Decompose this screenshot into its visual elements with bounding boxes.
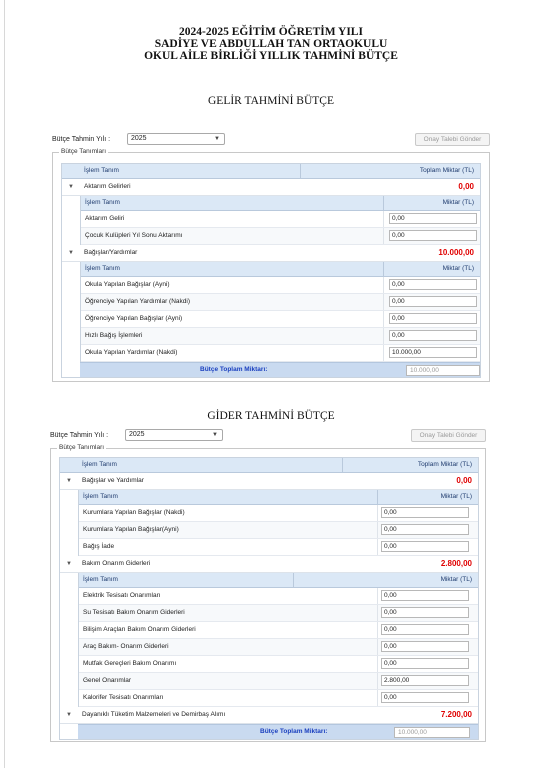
row-label: Elektrik Tesisatı Onarımları xyxy=(83,592,161,599)
column-divider xyxy=(383,262,384,276)
column-divider xyxy=(383,328,384,344)
income-year-label: Bütçe Tahmin Yılı : xyxy=(52,136,111,143)
column-divider xyxy=(377,673,378,689)
expense-subgrid xyxy=(78,573,478,707)
table-row xyxy=(79,690,478,707)
group-name: Bağışlar ve Yardımlar xyxy=(82,477,144,484)
column-divider xyxy=(383,294,384,310)
sub-col-amount: Miktar (TL) xyxy=(442,199,474,206)
sub-col-name: İşlem Tanım xyxy=(83,493,118,500)
amount-input[interactable]: 0,00 xyxy=(381,624,469,635)
column-divider xyxy=(377,522,378,538)
header-line-3: OKUL AİLE BİRLİĞİ YILLIK TAHMİNİ BÜTÇE xyxy=(144,50,398,62)
income-subgrid xyxy=(80,196,480,245)
amount-input[interactable]: 0,00 xyxy=(381,692,469,703)
sub-col-amount: Miktar (TL) xyxy=(440,576,472,583)
expense-group-row[interactable] xyxy=(60,707,478,724)
table-row xyxy=(81,294,480,311)
amount-input[interactable]: 0,00 xyxy=(381,541,469,552)
sub-col-name: İşlem Tanım xyxy=(85,265,120,272)
expense-approve-button[interactable]: Onay Talebi Gönder xyxy=(411,429,486,442)
collapse-arrow-icon[interactable]: ▼ xyxy=(66,712,72,718)
expense-year-row xyxy=(50,429,486,443)
amount-input[interactable]: 0,00 xyxy=(381,524,469,535)
column-divider xyxy=(383,345,384,361)
table-row xyxy=(81,211,480,228)
income-grid-footer xyxy=(80,362,480,377)
income-col-total: Toplam Miktar (TL) xyxy=(419,167,474,174)
expense-grid xyxy=(59,457,479,740)
table-row xyxy=(81,345,480,362)
row-label: Kalorifer Tesisatı Onarımları xyxy=(83,694,164,701)
expense-year-select[interactable] xyxy=(125,429,223,441)
table-row xyxy=(79,588,478,605)
footer-label: Bütçe Toplam Miktarı: xyxy=(200,366,268,373)
column-divider xyxy=(383,196,384,210)
page-header xyxy=(0,26,542,62)
group-name: Dayanıklı Tüketim Malzemeleri ve Demirbaş Alımı xyxy=(82,711,226,718)
income-year-select[interactable] xyxy=(127,133,225,145)
subgrid-header xyxy=(79,490,478,505)
amount-input[interactable]: 0,00 xyxy=(381,607,469,618)
amount-input[interactable]: 0,00 xyxy=(389,296,477,307)
group-total: 0,00 xyxy=(458,182,474,191)
table-row xyxy=(79,622,478,639)
row-label: Bağış İade xyxy=(83,543,115,550)
collapse-arrow-icon[interactable]: ▼ xyxy=(68,250,74,256)
amount-input[interactable]: 0,00 xyxy=(389,230,477,241)
column-divider xyxy=(377,622,378,638)
amount-input[interactable]: 0,00 xyxy=(389,313,477,324)
income-approve-button[interactable]: Onay Talebi Gönder xyxy=(415,133,490,146)
income-section-title: GELİR TAHMİNİ BÜTÇE xyxy=(208,95,334,107)
row-label: Öğrenciye Yapılan Bağışlar (Ayni) xyxy=(85,315,183,322)
row-label: Çocuk Kulüpleri Yıl Sonu Aktarımı xyxy=(85,232,183,239)
subgrid-header xyxy=(79,573,478,588)
chevron-down-icon: ▼ xyxy=(212,432,218,438)
income-grid-header xyxy=(62,164,480,179)
column-divider xyxy=(377,505,378,521)
expense-group-row[interactable] xyxy=(60,556,478,573)
collapse-arrow-icon[interactable]: ▼ xyxy=(66,478,72,484)
table-row xyxy=(79,522,478,539)
row-label: Okula Yapılan Yardımlar (Nakdi) xyxy=(85,349,178,356)
expense-col-name: İşlem Tanım xyxy=(82,461,117,468)
expense-section-title: GİDER TAHMİNİ BÜTÇE xyxy=(207,410,335,422)
row-label: Kurumlara Yapılan Bağışlar (Nakdi) xyxy=(83,509,185,516)
table-row xyxy=(79,656,478,673)
expense-year-label: Bütçe Tahmin Yılı : xyxy=(50,432,109,439)
amount-input[interactable]: 0,00 xyxy=(389,213,477,224)
amount-input[interactable]: 0,00 xyxy=(389,279,477,290)
expense-group-row[interactable] xyxy=(60,473,478,490)
table-row xyxy=(79,639,478,656)
group-total: 2.800,00 xyxy=(440,559,472,568)
table-row xyxy=(79,673,478,690)
column-divider xyxy=(377,490,378,504)
group-name: Aktarım Gelirleri xyxy=(84,183,131,190)
collapse-arrow-icon[interactable]: ▼ xyxy=(68,184,74,190)
amount-input[interactable]: 0,00 xyxy=(381,658,469,669)
amount-input[interactable]: 0,00 xyxy=(389,330,477,341)
column-divider xyxy=(377,588,378,604)
sub-col-amount: Miktar (TL) xyxy=(440,493,472,500)
subgrid-header xyxy=(81,262,480,277)
income-fieldset xyxy=(52,148,490,382)
amount-input[interactable]: 0,00 xyxy=(381,590,469,601)
income-col-name: İşlem Tanım xyxy=(84,167,119,174)
group-name: Bakım Onarım Giderleri xyxy=(82,560,151,567)
chevron-down-icon: ▼ xyxy=(214,136,220,142)
row-label: Aktarım Geliri xyxy=(85,215,125,222)
income-panel xyxy=(52,133,490,147)
column-divider xyxy=(300,164,301,178)
income-group-row[interactable] xyxy=(62,179,480,196)
row-label: Öğrenciye Yapılan Yardımlar (Nakdi) xyxy=(85,298,191,305)
sub-col-name: İşlem Tanım xyxy=(85,199,120,206)
table-row xyxy=(81,311,480,328)
income-year-value: 2025 xyxy=(131,135,147,142)
row-label: Genel Onarımlar xyxy=(83,677,132,684)
income-grid xyxy=(61,163,481,378)
column-divider xyxy=(383,228,384,244)
amount-input[interactable]: 2.800,00 xyxy=(381,675,469,686)
group-total: 10.000,00 xyxy=(438,248,474,257)
row-label: Mutfak Gereçleri Bakım Onarımı xyxy=(83,660,177,667)
expense-subgrid xyxy=(78,490,478,556)
row-label: Bilişim Araçları Bakım Onarım Giderleri xyxy=(83,626,196,633)
expense-panel xyxy=(50,429,486,443)
row-label: Su Tesisatı Bakım Onarım Giderleri xyxy=(83,609,185,616)
table-row xyxy=(79,605,478,622)
page-left-border xyxy=(4,0,5,768)
sub-col-amount: Miktar (TL) xyxy=(442,265,474,272)
header-line-2: SADİYE VE ABDULLAH TAN ORTAOKULU xyxy=(154,38,388,50)
column-divider xyxy=(293,573,294,587)
total-amount-field: 10.000,00 xyxy=(394,727,470,738)
amount-input[interactable]: 10.000,00 xyxy=(389,347,477,358)
income-subgrid xyxy=(80,262,480,362)
expense-grid-footer xyxy=(78,724,478,739)
group-name: Bağışlar/Yardımlar xyxy=(84,249,138,256)
expense-year-value: 2025 xyxy=(129,431,145,438)
amount-input[interactable]: 0,00 xyxy=(381,507,469,518)
table-row xyxy=(81,228,480,245)
table-row xyxy=(79,505,478,522)
row-label: Okula Yapılan Bağışlar (Ayni) xyxy=(85,281,170,288)
column-divider xyxy=(377,656,378,672)
column-divider xyxy=(383,311,384,327)
column-divider xyxy=(383,211,384,227)
total-amount-field: 10.000,00 xyxy=(406,365,480,376)
expense-col-total: Toplam Miktar (TL) xyxy=(417,461,472,468)
column-divider xyxy=(377,690,378,706)
row-label: Hızlı Bağış İşlemleri xyxy=(85,332,143,339)
column-divider xyxy=(377,605,378,621)
sub-col-name: İşlem Tanım xyxy=(83,576,118,583)
collapse-arrow-icon[interactable]: ▼ xyxy=(66,561,72,567)
row-label: Kurumlara Yapılan Bağışlar(Ayni) xyxy=(83,526,179,533)
group-total: 0,00 xyxy=(456,476,472,485)
column-divider xyxy=(383,277,384,293)
row-label: Araç Bakım- Onarım Giderleri xyxy=(83,643,169,650)
column-divider xyxy=(377,639,378,655)
column-divider xyxy=(377,539,378,555)
amount-input[interactable]: 0,00 xyxy=(381,641,469,652)
income-fieldset-legend: Bütçe Tanımları xyxy=(61,148,107,155)
income-group-row[interactable] xyxy=(62,245,480,262)
expense-fieldset-legend: Bütçe Tanımları xyxy=(59,444,105,451)
subgrid-header xyxy=(81,196,480,211)
table-row xyxy=(81,277,480,294)
expense-grid-header xyxy=(60,458,478,473)
column-divider xyxy=(342,458,343,472)
table-row xyxy=(81,328,480,345)
footer-label: Bütçe Toplam Miktarı: xyxy=(260,728,328,735)
header-line-1: 2024-2025 EĞİTİM ÖĞRETİM YILI xyxy=(179,26,363,38)
income-year-row xyxy=(52,133,490,147)
group-total: 7.200,00 xyxy=(440,710,472,719)
expense-fieldset xyxy=(50,444,486,742)
table-row xyxy=(79,539,478,556)
